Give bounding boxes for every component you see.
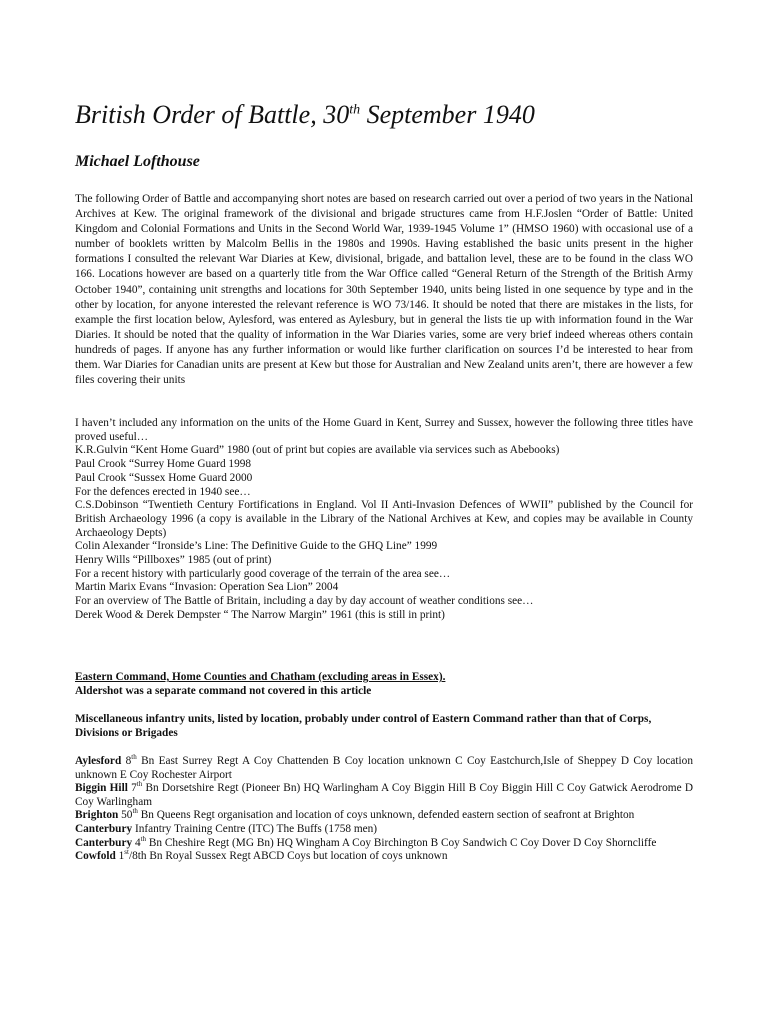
command-note: Aldershot was a separate command not covered in this article (75, 684, 372, 697)
reference-line: Martin Marix Evans “Invasion: Operation Sea Lion” 2004 (75, 581, 339, 594)
reference-line: K.R.Gulvin “Kent Home Guard” 1980 (out of print but copies are available via services such as Abebooks) (75, 444, 560, 457)
entry-location: Brighton (75, 809, 119, 822)
entry-location: Aylesford (75, 755, 122, 767)
entry-location: Biggin Hill (75, 782, 128, 795)
reference-line: For an overview of The Battle of Britain, including a day by day account of weather conditions see… (75, 595, 534, 608)
reference-line: Henry Wills “Pillboxes” 1985 (out of print) (75, 554, 272, 567)
unit-entry: Biggin Hill 7th Bn Dorsetshire Regt (Pioneer Bn) HQ Warlingham A Coy Biggin Hill B Coy Biggin Hill C Coy Gatwick Aerodrome D Coy Warlingham (75, 780, 693, 808)
reference-line: For a recent history with particularly good coverage of the terrain of the area see… (75, 567, 451, 580)
reference-line: Colin Alexander “Ironside’s Line: The Definitive Guide to the GHQ Line” 1999 (75, 540, 438, 553)
unit-entry: Brighton 50th Bn Queens Regt organisation and location of coys unknown, defended eastern section of seafront at Brighton (75, 807, 635, 822)
home-guard-intro: I haven’t included any information on the units of the Home Guard in Kent, Surrey and Sussex, however the following three titles have proved useful… (75, 417, 693, 443)
unit-entry: Canterbury 4th Bn Cheshire Regt (MG Bn) HQ Wingham A Coy Birchington B Coy Sandwich C Coy Dover D Coy Shorncliffe (75, 834, 657, 849)
reference-line: Derek Wood & Derek Dempster “ The Narrow Margin” 1961 (this is still in print) (75, 608, 445, 621)
unit-entries (75, 755, 693, 864)
intro-paragraph: The following Order of Battle and accompanying short notes are based on research carried out over a period of two years in the National Archives at Kew. The original framework of the divisional and brigade structures came from H.F.Joslen “Order of Battle: United Kingdom and Colonial Formations and Units in the Second World War, 1939-1945 Volume 1” (HMSO 1960) with occasional use of a number of booklets written by Malcolm Bellis in the 1980s and 1990s. Having established the basic units present in the higher formations I consulted the relevant War Diaries at Kew, divisional, brigade, and battalion level, these are to be found in the class WO 166. Locations however are based on a quarterly title from the War Office called “General Return of the Strength of the British Army October 1940”, containing unit strengths and locations for 30th September 1940, units being listed in one sequence by type and in the other by location, for anyone interested the relevant reference is WO 73/146. It should be noted that there are mistakes in the lists, for example the first location below, Aylesford, was entered as Aylesbury, but in general the lists tie up with information found in the War Diaries. It should be noted that the quality of information in the War Diaries varies, some are very brief indeed whereas others contain hundreds of pages. If anyone has any further information or would like further clarification on sources I’d be interested to hear from them. War Diaries for Canadian units are present at Kew but those for Australian and New Zealand units aren’t, there are however a few files covering their units (75, 193, 693, 387)
misc-units-heading: Miscellaneous infantry units, listed by location, probably under control of Eastern Command rather than that of Corps, Divisions or Brigades (75, 713, 652, 739)
unit-entry: Canterbury Infantry Training Centre (ITC) The Buffs (1758 men) (75, 822, 378, 835)
entry-location: Canterbury (75, 822, 133, 835)
command-section-heading (75, 671, 693, 698)
author-name: Michael Lofthouse (75, 153, 200, 170)
command-heading: Eastern Command, Home Counties and Chatham (excluding areas in Essex). (75, 671, 446, 683)
home-guard-section (75, 417, 693, 623)
reference-line: Paul Crook “Sussex Home Guard 2000 (75, 471, 253, 484)
reference-line: Paul Crook “Surrey Home Guard 1998 (75, 458, 252, 471)
reference-line: For the defences erected in 1940 see… (75, 485, 251, 498)
unit-entry: Aylesford 8th Bn East Surrey Regt A Coy Chattenden B Coy location unknown C Coy Eastchurch,Isle of Sheppey D Coy location unknown E Coy Rochester Airport (75, 753, 693, 781)
reference-line: C.S.Dobinson “Twentieth Century Fortifications in England. Vol II Anti-Invasion Defences of WWII” published by the Council for British Archaeology 1996 (a copy is available in the Library of the National Archives at Kew, and copies may be available in County Archaeology Depts) (75, 499, 693, 539)
unit-entry: Cowfold 1st/8th Bn Royal Sussex Regt ABCD Coys but location of coys unknown (75, 848, 448, 863)
entry-location: Cowfold (75, 850, 116, 863)
document-title: British Order of Battle, 30th September 1940 (75, 100, 535, 129)
entry-location: Canterbury (75, 836, 133, 849)
